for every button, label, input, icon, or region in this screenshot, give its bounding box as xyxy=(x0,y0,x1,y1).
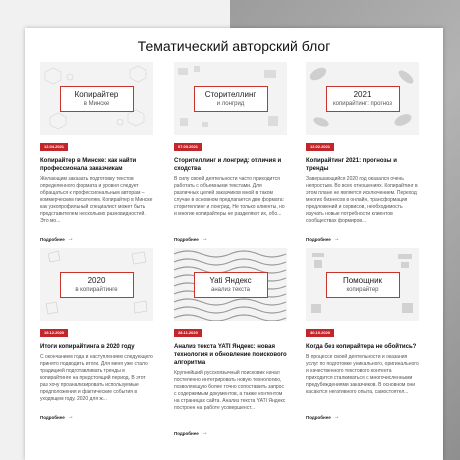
read-more-link[interactable] xyxy=(174,430,287,436)
card-title[interactable]: Копирайтер в Минске: как найти профессионала заказчикам xyxy=(40,158,137,172)
card-title[interactable]: Копирайтинг 2021: прогнозы и тренды xyxy=(306,158,397,172)
read-more-link[interactable] xyxy=(40,414,153,420)
arrow-right-icon: → xyxy=(201,430,208,436)
arrow-right-icon: → xyxy=(201,236,208,242)
card-thumbnail[interactable] xyxy=(306,62,419,135)
page-title: Тематический авторский блог xyxy=(137,38,331,54)
thumbnail-label-sub: и лонгрид xyxy=(216,100,245,107)
card-title[interactable]: Сторителлинг и лонгрид: отличия и сходства xyxy=(174,158,282,172)
card-excerpt: В процессе своей деятельности и оказания услуг по подготовке уникального, оригинального и качественного текстового контента приходится сталкиваться с многочисленными предубеждениями заказчиков. В основном они касаются негативного опыта, самостоятел... xyxy=(306,354,419,395)
date-badge: 28.11.2020 xyxy=(174,329,202,337)
thumbnail-label xyxy=(326,86,400,112)
thumbnail-label-main: Yati Яндекс xyxy=(209,275,252,285)
read-more-link[interactable] xyxy=(174,236,287,242)
blog-card[interactable] xyxy=(306,62,419,242)
read-more-label: Подробнее xyxy=(306,236,331,242)
thumbnail-label-sub: копирайтинг: прогноз xyxy=(332,100,393,107)
card-thumbnail[interactable] xyxy=(174,248,287,321)
read-more-link[interactable] xyxy=(306,236,419,242)
thumbnail-label xyxy=(194,272,268,298)
card-thumbnail[interactable] xyxy=(40,248,153,321)
card-thumbnail[interactable] xyxy=(306,248,419,321)
thumbnail-label-sub: копирайтер xyxy=(346,286,379,293)
thumbnail-label xyxy=(194,86,268,112)
card-excerpt: Желающим заказать подготовку текстов определенного формата и уровня следует обращаться к профессиональным авторам – коммерческим писателям. Копирайтер в Минске как узкопрофильный специалист может быть представителем нескольких разновидностей. Это мо... xyxy=(40,176,153,224)
card-title[interactable]: Анализ текста YATI Яндекс: новая технология и обновление поискового алгоритма xyxy=(174,344,287,366)
date-badge: 19.12.2020 xyxy=(40,329,68,337)
read-more-label: Подробнее xyxy=(174,236,199,242)
thumbnail-label-main: Помощник xyxy=(342,275,383,285)
thumbnail-label-sub: анализ текста xyxy=(211,286,250,293)
thumbnail-label-sub: в копирайтинге xyxy=(75,286,118,293)
card-excerpt: Крупнейший русскоязычный поисковик начал постепенно интегрировать новую технологию, позволяющую более точно сопоставить запрос с содержимым документов, а также контентом на страницах сайта. Анализ текста YATI Яндекс построен на работе усовершенст... xyxy=(174,370,286,411)
blog-card[interactable] xyxy=(40,62,153,242)
read-more-link[interactable] xyxy=(40,236,153,242)
read-more-label: Подробнее xyxy=(306,414,331,420)
card-title[interactable]: Когда без копирайтера не обойтись? xyxy=(306,344,417,350)
blog-card[interactable] xyxy=(174,62,287,242)
read-more-label: Подробнее xyxy=(174,430,199,436)
arrow-right-icon: → xyxy=(67,236,74,242)
card-thumbnail[interactable] xyxy=(174,62,287,135)
thumbnail-label-main: Копирайтер xyxy=(74,89,119,99)
thumbnail-label-main: 2021 xyxy=(353,89,372,99)
thumbnail-label xyxy=(60,86,134,112)
thumbnail-label xyxy=(60,272,134,298)
thumbnail-label-main: 2020 xyxy=(87,275,106,285)
blog-sheet xyxy=(25,28,443,460)
card-excerpt: В силу своей деятельности часто приходится работать с объемными текстами. Для различных целей заказчиков мной в таком случае в основном предлагается две формата: сторителлинг и лонгрид. Не только клиенты, но и многие копирайтеры не разделяют их, обо... xyxy=(174,176,285,217)
thumbnail-label-main: Сторителлинг xyxy=(204,89,257,99)
arrow-right-icon: → xyxy=(333,236,340,242)
blog-card[interactable] xyxy=(40,248,153,420)
card-title[interactable]: Итоги копирайтинга в 2020 году xyxy=(40,344,135,350)
read-more-label: Подробнее xyxy=(40,236,65,242)
date-badge: 30.10.2020 xyxy=(306,329,334,337)
date-badge: 12.04.2021 xyxy=(40,143,68,151)
card-thumbnail[interactable] xyxy=(40,62,153,135)
date-badge: 07.03.2021 xyxy=(174,143,202,151)
blog-card[interactable] xyxy=(306,248,419,420)
thumbnail-label-sub: в Минске xyxy=(83,100,110,107)
card-excerpt: С окончанием года и наступлением следующего принято подводить итоги. Для меня уже стало традицией подготавливать тренды в копирайтинге на предстоящий период. В этот раз хочу проанализировать используемые предположения и фактические события в уходящем году. 2020 для ж... xyxy=(40,354,153,402)
arrow-right-icon: → xyxy=(333,414,340,420)
card-excerpt: Завершающийся 2020 год оказался очень непростым. Во всех отношениях. Копирайтинг в этом плане не является исключением. Переход многих бизнесов в онлайн, трансформация предложений и сервисов, необходимость изучать новые потребности клиентов сообществах формиров... xyxy=(306,176,418,224)
thumbnail-label xyxy=(326,272,400,298)
blog-card[interactable] xyxy=(174,248,287,436)
read-more-label: Подробнее xyxy=(40,414,65,420)
date-badge: 12.02.2021 xyxy=(306,143,334,151)
arrow-right-icon: → xyxy=(67,414,74,420)
read-more-link[interactable] xyxy=(306,414,419,420)
